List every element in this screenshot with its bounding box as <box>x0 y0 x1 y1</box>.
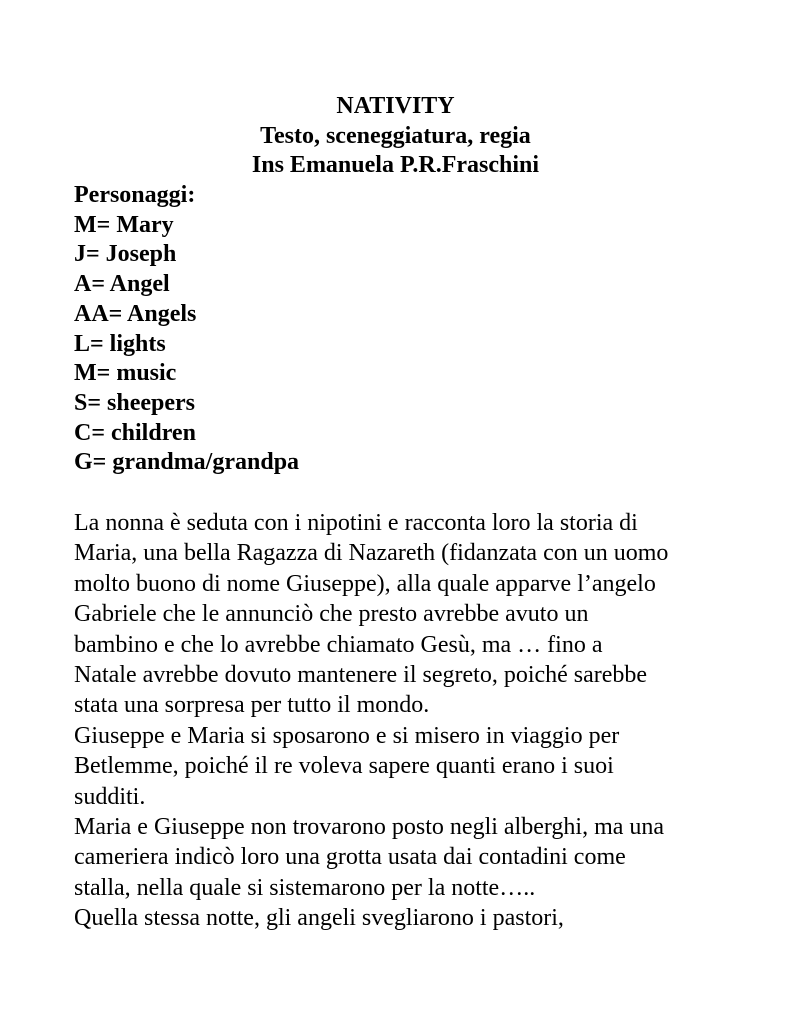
story-line: bambino e che lo avrebbe chiamato Gesù, ma … fino a <box>74 631 603 658</box>
cast-item-mary: M= Mary <box>74 211 174 238</box>
document-author: Ins Emanuela P.R.Fraschini <box>251 152 540 178</box>
cast-item-lights: L= lights <box>74 330 166 357</box>
story-line: Maria e Giuseppe non trovarono posto negli alberghi, ma una <box>74 814 665 841</box>
story-line: cameriera indicò loro una grotta usata dai contadini come <box>74 844 626 871</box>
story-line: Maria, una bella Ragazza di Nazareth (fidanzata con un uomo <box>74 540 669 567</box>
title-block <box>0 92 791 181</box>
story-line: La nonna è seduta con i nipotini e racconta loro la storia di <box>74 510 638 536</box>
story-line: Gabriele che le annunciò che presto avrebbe avuto un <box>74 601 589 628</box>
document-title: NATIVITY <box>336 93 455 119</box>
story-line: stata una sorpresa per tutto il mondo. <box>74 692 430 719</box>
story-line: sudditi. <box>74 783 146 810</box>
story-text <box>74 508 774 934</box>
document-subtitle: Testo, sceneggiatura, regia <box>260 122 531 149</box>
story-line: molto buono di nome Giuseppe), alla quale apparve l’angelo <box>74 570 656 597</box>
cast-item-angel: A= Angel <box>74 271 170 298</box>
cast-item-sheepers: S= sheepers <box>74 389 196 416</box>
cast-item-joseph: J= Joseph <box>74 241 177 268</box>
story-line: Natale avrebbe dovuto mantenere il segreto, poiché sarebbe <box>74 662 648 689</box>
story-line: Giuseppe e Maria si sposarono e si misero in viaggio per <box>74 722 620 749</box>
story-line: Quella stessa notte, gli angeli svegliarono i pastori, <box>74 905 564 932</box>
story-line: stalla, nella quale si sistemarono per la notte….. <box>74 874 536 901</box>
cast-item-music: M= music <box>74 360 177 387</box>
cast-item-grandparents: G= grandma/grandpa <box>74 449 300 476</box>
story-line: Betlemme, poiché il re voleva sapere quanti erano i suoi <box>74 753 614 780</box>
cast-heading: Personaggi: <box>74 182 196 208</box>
cast-item-angels: AA= Angels <box>74 300 197 327</box>
cast-item-children: C= children <box>74 419 196 446</box>
cast-list <box>74 181 299 478</box>
